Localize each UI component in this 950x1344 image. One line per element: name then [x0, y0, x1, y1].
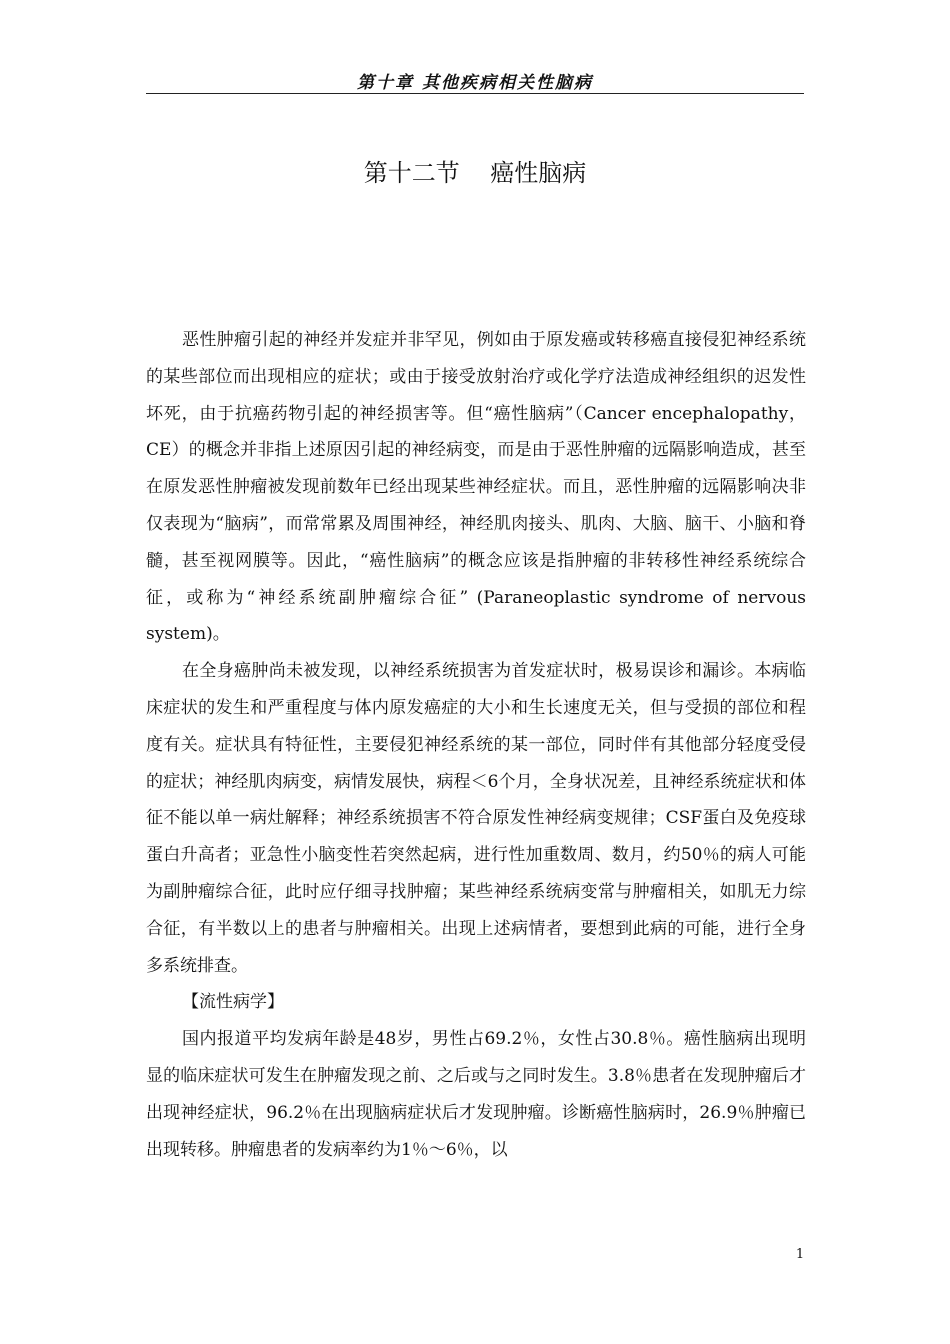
section-title	[146, 153, 804, 188]
body-text	[146, 322, 806, 1168]
subheading-epidemiology: 【流性病学】	[182, 992, 284, 1013]
paragraph-intro: 恶性肿瘤引起的神经并发症并非罕见，例如由于原发癌或转移癌直接侵犯神经系统的某些部位而出现相应的症状；或由于接受放射治疗或化学疗法造成神经组织的迟发性坏死，由于抗癌药物引起的神经损害等。但“癌性脑病”（Cancer encephalopathy，CE）的概念并非指上述原因引起的神经病变，而是由于恶性肿瘤的远隔影响造成，甚至在原发恶性肿瘤被发现前数年已经出现某些神经症状。而且，恶性肿瘤的远隔影响决非仅表现为“脑病”，而常常累及周围神经，神经肌肉接头、肌肉、大脑、脑干、小脑和脊髓，甚至视网膜等。因此，“癌性脑病”的概念应该是指肿瘤的非转移性神经系统综合征，或称为“神经系统副肿瘤综合征” (Paraneoplastic syndrome of nervous system)。	[146, 330, 806, 645]
header-rule	[146, 93, 804, 94]
running-header: 第十章 其他疾病相关性脑病	[357, 73, 593, 93]
paragraph-clinical: 在全身癌肿尚未被发现，以神经系统损害为首发症状时，极易误诊和漏诊。本病临床症状的发生和严重程度与体内原发癌症的大小和生长速度无关，但与受损的部位和程度有关。症状具有特征性，主要侵犯神经系统的某一部位，同时伴有其他部分轻度受侵的症状；神经肌肉病变，病情发展快，病程＜6个月，全身状况差，且神经系统症状和体征不能以单一病灶解释；神经系统损害不符合原发性神经病变规律；CSF蛋白及免疫球蛋白升高者；亚急性小脑变性若突然起病，进行性加重数周、数月，约50％的病人可能为副肿瘤综合征，此时应仔细寻找肿瘤；某些神经系统病变常与肿瘤相关，如肌无力综合征，有半数以上的患者与肿瘤相关。出现上述病情者，要想到此病的可能，进行全身多系统排查。	[146, 661, 806, 976]
section-name: 癌性脑病	[490, 159, 587, 187]
paragraph-epidemiology: 国内报道平均发病年龄是48岁，男性占69.2％，女性占30.8％。癌性脑病出现明显的临床症状可发生在肿瘤发现之前、之后或与之同时发生。3.8％患者在发现肿瘤后才出现神经症状，96.2％在出现脑病症状后才发现肿瘤。诊断癌性脑病时，26.9％肿瘤已出现转移。肿瘤患者的发病率约为1％～6％，以	[146, 1029, 806, 1160]
page-number: 1	[795, 1247, 805, 1262]
section-number: 第十二节	[363, 159, 460, 187]
